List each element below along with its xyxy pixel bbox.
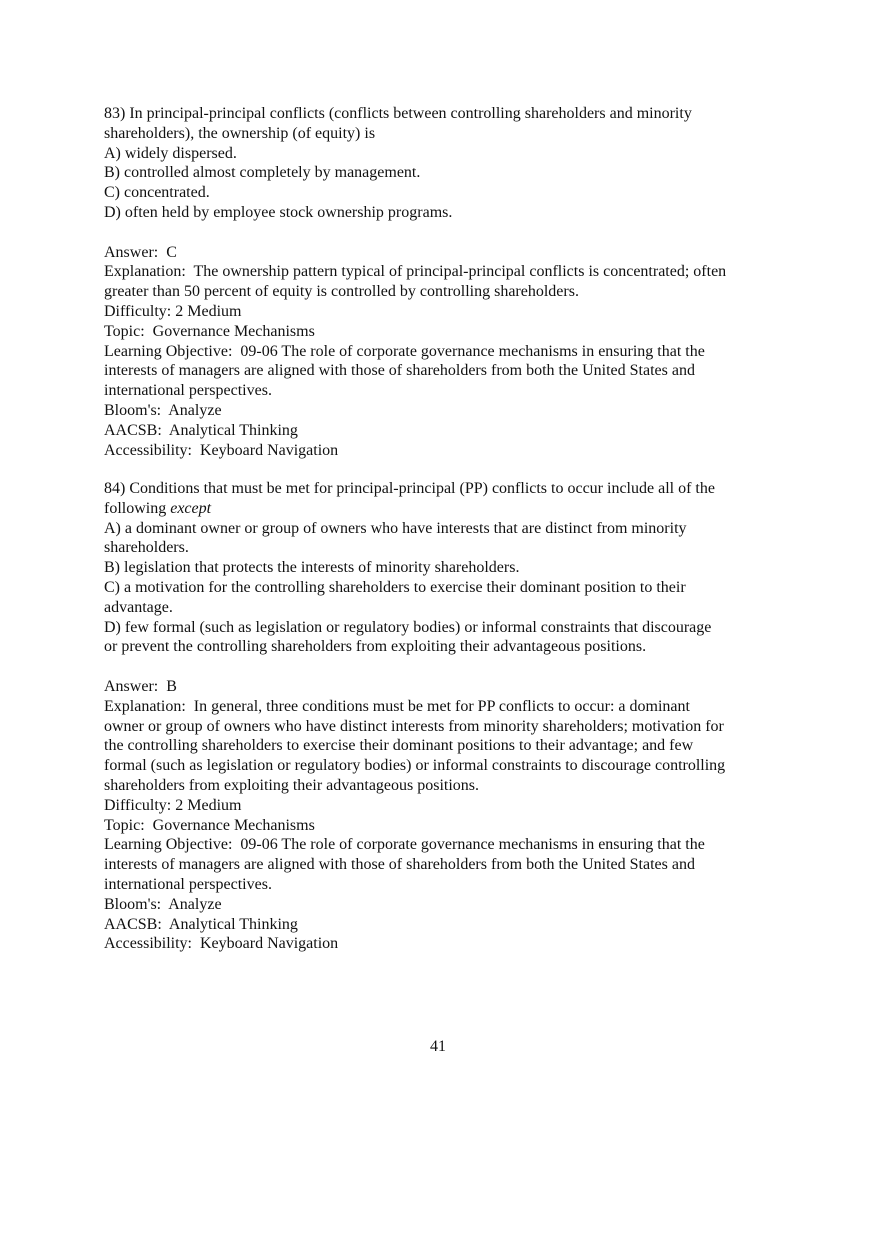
q84-question (104, 479, 715, 519)
text-line: Answer: B (104, 678, 177, 695)
text-line: greater than 50 percent of equity is controlled by controlling shareholders. (104, 283, 579, 301)
question-text: following (104, 499, 171, 517)
text-line: B) legislation that protects the interests of minority shareholders. (104, 559, 520, 577)
text-line: advantage. (104, 598, 173, 616)
text-line: Difficulty: 2 Medium (104, 796, 242, 814)
q83-answer (104, 243, 726, 461)
text-line: Explanation: The ownership pattern typical of principal-principal conflicts is concentrated; often (104, 263, 727, 281)
text-line: Bloom's: Analyze (104, 895, 222, 913)
text-line: Bloom's: Analyze (104, 401, 222, 419)
text-line: the controlling shareholders to exercise their dominant positions to their advantage; and few (104, 737, 694, 755)
text-line: Topic: Governance Mechanisms (104, 816, 315, 834)
question-emphasis: except (170, 499, 212, 517)
text-line: 83) In principal-principal conflicts (conflicts between controlling shareholders and minority (104, 105, 692, 122)
text-line: C) a motivation for the controlling shareholders to exercise their dominant position to their (104, 578, 686, 596)
text-line: shareholders. (104, 539, 189, 557)
question-line (104, 499, 715, 519)
text-line: owner or group of owners who have distinct interests from minority shareholders; motivation for (104, 717, 724, 735)
text-line: Difficulty: 2 Medium (104, 302, 242, 320)
text-line: formal (such as legislation or regulatory bodies) or informal constraints to discourage controlling (104, 757, 726, 775)
text-line: Learning Objective: 09-06 The role of corporate governance mechanisms in ensuring that the (104, 342, 705, 360)
q83-question (104, 104, 692, 144)
text-line: interests of managers are aligned with those of shareholders from both the United States and (104, 856, 695, 874)
text-line: Accessibility: Keyboard Navigation (104, 935, 339, 953)
text-line: D) few formal (such as legislation or regulatory bodies) or informal constraints that discourage (104, 618, 712, 636)
page-number: 41 (430, 1038, 446, 1055)
text-line: Topic: Governance Mechanisms (104, 322, 315, 340)
text-line: shareholders), the ownership (of equity) is (104, 124, 376, 142)
text-line: C) concentrated. (104, 184, 210, 202)
text-line: A) a dominant owner or group of owners who have interests that are distinct from minority (104, 519, 687, 537)
q84-options (104, 519, 711, 658)
text-line: international perspectives. (104, 382, 272, 400)
text-line: A) widely dispersed. (104, 144, 237, 162)
text-line: Explanation: In general, three conditions must be met for PP conflicts to occur: a dominant (104, 697, 690, 715)
text-line: B) controlled almost completely by management. (104, 164, 421, 182)
text-line: Accessibility: Keyboard Navigation (104, 441, 339, 459)
text-line: interests of managers are aligned with those of shareholders from both the United States and (104, 362, 695, 380)
text-line: D) often held by employee stock ownership programs. (104, 203, 453, 221)
text-line: Answer: C (104, 243, 177, 261)
text-line: AACSB: Analytical Thinking (104, 915, 298, 933)
text-line: Learning Objective: 09-06 The role of corporate governance mechanisms in ensuring that the (104, 836, 705, 854)
text-line: or prevent the controlling shareholders from exploiting their advantageous positions. (104, 638, 647, 656)
text-line: shareholders from exploiting their advantageous positions. (104, 776, 480, 794)
text-line: international perspectives. (104, 875, 272, 893)
question-line: 84) Conditions that must be met for principal-principal (PP) conflicts to occur include all of the (104, 480, 715, 497)
text-line: AACSB: Analytical Thinking (104, 421, 298, 439)
q83-options (104, 144, 452, 223)
q84-answer (104, 677, 725, 954)
